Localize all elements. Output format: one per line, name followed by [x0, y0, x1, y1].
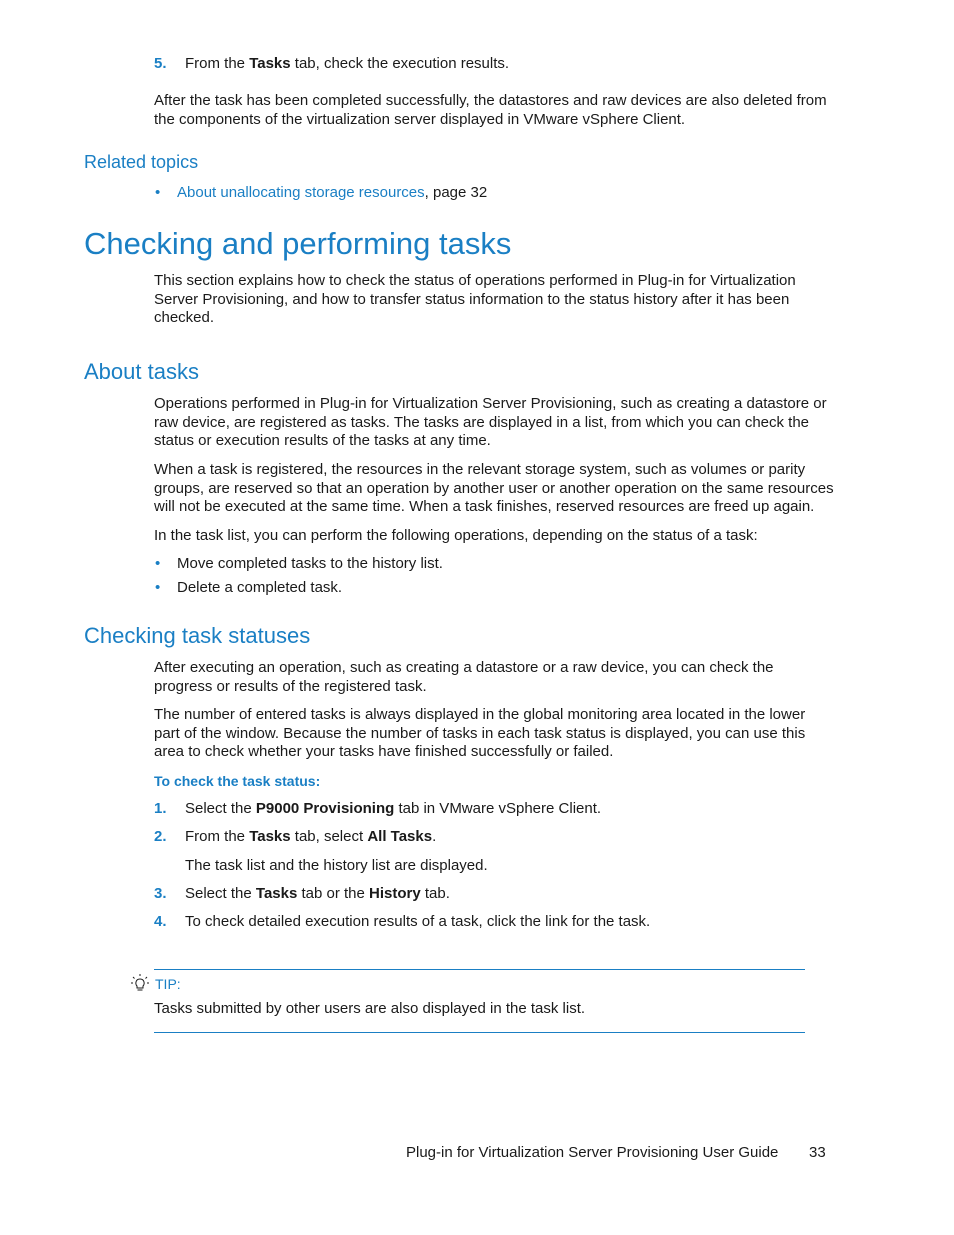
- step-text: [185, 55, 509, 73]
- step-number: 3.: [154, 885, 167, 902]
- tip-top-rule: [154, 969, 805, 970]
- section-title: Checking and performing tasks: [84, 226, 512, 261]
- step-text: [185, 800, 601, 818]
- step-text-part: tab in VMware vSphere Client.: [394, 800, 602, 817]
- list-item: Move completed tasks to the history list.: [177, 555, 443, 572]
- step-text-part: From the: [185, 828, 250, 845]
- step-text-part: From the: [185, 55, 250, 72]
- ui-term: Tasks: [255, 885, 298, 902]
- step-text-part: Select the: [185, 800, 256, 817]
- bullet-icon: •: [155, 555, 161, 572]
- tip-bottom-rule: [154, 1032, 805, 1033]
- related-topics-heading: Related topics: [84, 152, 199, 172]
- step-result: The task list and the history list are displayed.: [185, 857, 488, 874]
- related-item: [177, 184, 487, 202]
- bullet-icon: •: [155, 184, 161, 201]
- tip-label: TIP:: [155, 976, 181, 992]
- bullet-icon: •: [155, 579, 161, 596]
- ui-term: P9000 Provisioning: [255, 800, 395, 817]
- procedure-heading: To check the task status:: [154, 773, 321, 789]
- step-text-part: Select the: [185, 885, 256, 902]
- paragraph: After the task has been completed successfully, the datastores and raw devices are also deleted from the components of the virtualization server displayed in VMware vSphere Client.: [154, 92, 827, 128]
- step-text: [185, 828, 436, 846]
- page-number: 33: [809, 1144, 826, 1161]
- step-number: 2.: [154, 828, 167, 845]
- ui-term: Tasks: [249, 55, 291, 72]
- lightbulb-icon: [130, 973, 150, 993]
- step-number: 5.: [154, 55, 167, 72]
- related-link[interactable]: About unallocating storage resources: [177, 184, 425, 201]
- footer-title: Plug-in for Virtualization Server Provisioning User Guide: [406, 1144, 779, 1161]
- paragraph: The number of entered tasks is always displayed in the global monitoring area located in the lower part of the window. Because the number of tasks in each task status is displayed, you can use this area to check whether your tasks have finished successfully or failed.: [154, 706, 806, 761]
- about-tasks-heading: About tasks: [84, 359, 199, 384]
- checking-heading: Checking task statuses: [84, 623, 311, 648]
- paragraph: In the task list, you can perform the following operations, depending on the status of a task:: [154, 527, 758, 544]
- paragraph: Operations performed in Plug-in for Virtualization Server Provisioning, such as creating a datastore or raw device, are registered as tasks. The tasks are displayed in a list, from which you can check the status or execution results of the tasks at any time.: [154, 395, 827, 450]
- step-text-part: tab, check the execution results.: [290, 55, 510, 72]
- paragraph: After executing an operation, such as creating a datastore or a raw device, you can check the progress or results of the registered task.: [154, 659, 774, 695]
- ui-term: All Tasks: [367, 828, 433, 845]
- step-text-part: tab, select: [290, 828, 368, 845]
- ui-term: History: [369, 885, 421, 902]
- step-text: [185, 885, 450, 903]
- paragraph: When a task is registered, the resources in the relevant storage system, such as volumes or parity groups, are reserved so that an operation by another user or another operation on the same resources will not be executed at the same time. When a task finishes, reserved resources are freed up again.: [154, 461, 834, 516]
- step-text-part: .: [432, 828, 437, 845]
- ui-term: Tasks: [249, 828, 291, 845]
- related-suffix: , page 32: [424, 184, 488, 201]
- step-text: To check detailed execution results of a task, click the link for the task.: [185, 913, 651, 930]
- list-item: Delete a completed task.: [177, 579, 343, 596]
- step-text-part: tab.: [420, 885, 450, 902]
- tip-text: Tasks submitted by other users are also displayed in the task list.: [154, 1000, 586, 1017]
- section-intro: This section explains how to check the status of operations performed in Plug-in for Virtualization Server Provisioning, and how to transfer status information to the status history after it has been checked.: [154, 272, 796, 327]
- step-number: 4.: [154, 913, 167, 930]
- step-text-part: tab or the: [297, 885, 370, 902]
- step-number: 1.: [154, 800, 167, 817]
